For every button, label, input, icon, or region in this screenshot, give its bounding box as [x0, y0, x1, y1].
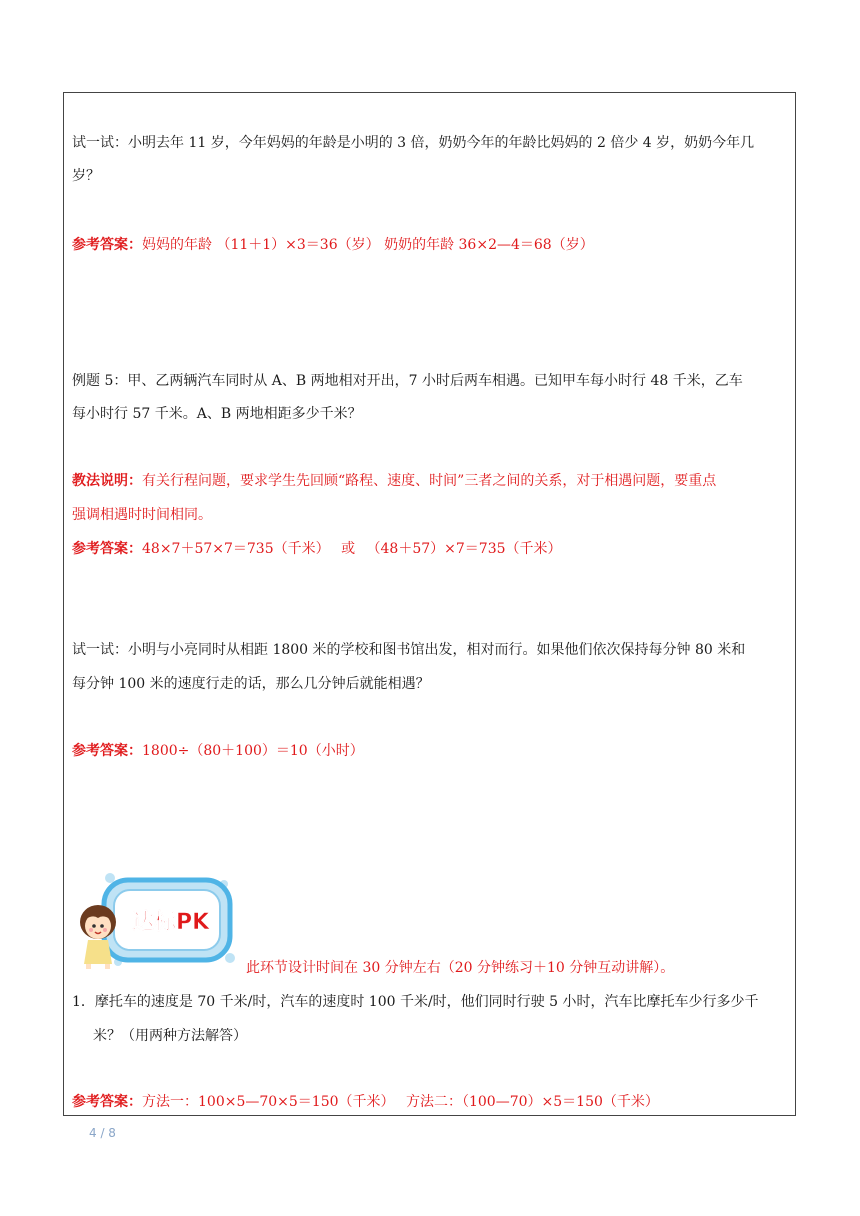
answer-label: 参考答案： [72, 237, 142, 253]
pk-q1-answer [72, 1092, 659, 1112]
answer-text: 48×7＋57×7＝735（千米） 或 （48＋57）×7＝735（千米） [142, 541, 562, 557]
try2-question-line1: 试一试：小明与小亮同时从相距 1800 米的学校和图书馆出发，相对而行。如果他们依次保持每分钟 80 米和 [72, 642, 746, 658]
page-number: 4 / 8 [89, 1126, 116, 1140]
example5-method-line2: 强调相遇时时间相同。 [72, 507, 212, 523]
try1-question-line1: 试一试：小明去年 11 岁，今年妈妈的年龄是小明的 3 倍，奶奶今年的年龄比妈妈的 2 倍少 4 岁，奶奶今年几 [72, 135, 755, 151]
answer-text: 方法一：100×5—70×5＝150（千米） 方法二：（100—70）×5＝150（千米） [142, 1094, 659, 1110]
answer-text: 1800÷（80＋100）＝10（小时） [142, 743, 364, 759]
pk-time-note: 此环节设计时间在 30 分钟左右（20 分钟练习＋10 分钟互动讲解）。 [246, 960, 675, 976]
pk-q1-line2: 米？（用两种方法解答） [93, 1028, 247, 1044]
example5-method-line1 [72, 471, 716, 491]
try2-question-line2: 每分钟 100 米的速度行走的话，那么几分钟后就能相遇？ [72, 676, 430, 692]
example5-question-line1: 例题 5：甲、乙两辆汽车同时从 A、B 两地相对开出，7 小时后两车相遇。已知甲车每小时行 48 千米，乙车 [72, 373, 743, 389]
answer-text: 妈妈的年龄 （11＋1）×3＝36（岁） 奶奶的年龄 36×2—4＝68（岁） [142, 237, 594, 253]
try2-answer [72, 741, 364, 761]
svg-text:达标PK: 达标PK [132, 910, 210, 935]
answer-label: 参考答案： [72, 743, 142, 759]
example5-question-line2: 每小时行 57 千米。A、B 两地相距多少千米？ [72, 406, 362, 422]
answer-label: 参考答案： [72, 1094, 142, 1110]
answer-label: 参考答案： [72, 541, 142, 557]
example5-answer [72, 539, 562, 559]
method-text: 有关行程问题，要求学生先回顾“路程、速度、时间”三者之间的关系，对于相遇问题，要重点 [142, 473, 717, 489]
try1-question-line2: 岁？ [72, 168, 100, 184]
pk-q1-line1: 1．摩托车的速度是 70 千米/时，汽车的速度时 100 千米/时，他们同时行驶 5 小时，汽车比摩托车少行多少千 [72, 994, 759, 1010]
try1-answer [72, 235, 594, 255]
method-label: 教法说明： [72, 473, 142, 489]
pk-logo-icon [74, 872, 240, 970]
